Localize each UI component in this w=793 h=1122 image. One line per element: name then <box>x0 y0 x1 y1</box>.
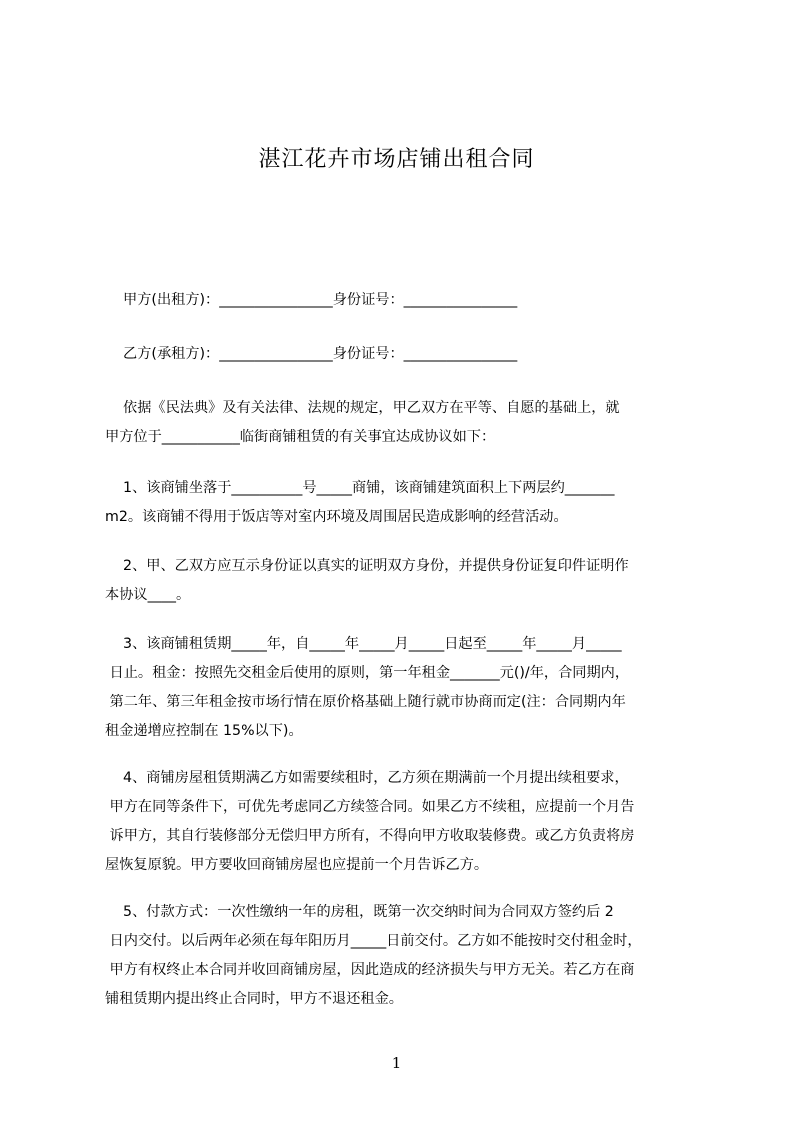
paragraph-line: m2。该商铺不得用于饭店等对室内环境及周围居民造成影响的经营活动。 <box>105 509 568 525</box>
paragraph-line: 甲方在同等条件下，可优先考虑同乙方续签合同。如果乙方不续租，应提前一个月告 <box>105 799 635 815</box>
paragraph-line: 2、甲、乙双方应互示身份证以真实的证明双方身份，并提供身份证复印件证明作 <box>105 558 629 574</box>
paragraph-line: 3、该商铺租赁期_____年，自_____年_____月_____日起至_____年_____月_____ <box>105 636 622 652</box>
paragraph-line: 日内交付。以后两年必须在每年阳历月_____日前交付。乙方如不能按时交付租金时， <box>105 933 642 949</box>
paragraph-line: 日止。租金：按照先交租金后使用的原则，第一年租金_______元()/年，合同期内， <box>105 665 630 681</box>
party-a-line: 甲方(出租方)：________________身份证号：________________ <box>105 292 518 308</box>
clause-1 <box>105 474 715 532</box>
paragraph-line: 铺租赁期内提出终止合同时，甲方不退还租金。 <box>105 991 403 1007</box>
page-number: 1 <box>391 1054 402 1072</box>
clause-2 <box>105 552 715 610</box>
paragraph-line: 屋恢复原貌。甲方要收回商铺房屋也应提前一个月告诉乙方。 <box>105 857 489 873</box>
paragraph-line: 租金递增应控制在 15%以下)。 <box>105 723 303 739</box>
intro-paragraph <box>105 394 715 452</box>
paragraph-line: 甲方有权终止本合同并收回商铺房屋，因此造成的经济损失与甲方无关。若乙方在商 <box>105 962 635 978</box>
document-title: 湛江花卉市场店铺出租合同 <box>258 147 535 172</box>
paragraph-line: 甲方位于___________临街商铺租赁的有关事宜达成协议如下： <box>105 429 496 445</box>
paragraph-line: 4、商铺房屋租赁期满乙方如需要续租时，乙方须在期满前一个月提出续租要求， <box>105 770 629 786</box>
paragraph-line: 第二年、第三年租金按市场行情在原价格基础上随行就市协商而定(注：合同期内年 <box>105 694 626 710</box>
paragraph-line: 依据《民法典》及有关法律、法规的规定，甲乙双方在平等、自愿的基础上，就 <box>105 400 620 416</box>
clause-4 <box>105 764 715 880</box>
paragraph-line: 5、付款方式：一次性缴纳一年的房租，既第一次交纳时间为合同双方签约后 2 <box>105 904 614 920</box>
clause-3 <box>105 630 715 746</box>
party-b-line: 乙方(承租方)：________________身份证号：________________ <box>105 346 518 362</box>
clause-5 <box>105 898 715 1014</box>
paragraph-line: 本协议____。 <box>105 587 191 603</box>
paragraph-line: 诉甲方，其自行装修部分无偿归甲方所有，不得向甲方收取装修费。或乙方负责将房 <box>105 828 635 844</box>
paragraph-line: 1、该商铺坐落于__________号_____商铺，该商铺建筑面积上下两层约_______ <box>105 480 615 496</box>
